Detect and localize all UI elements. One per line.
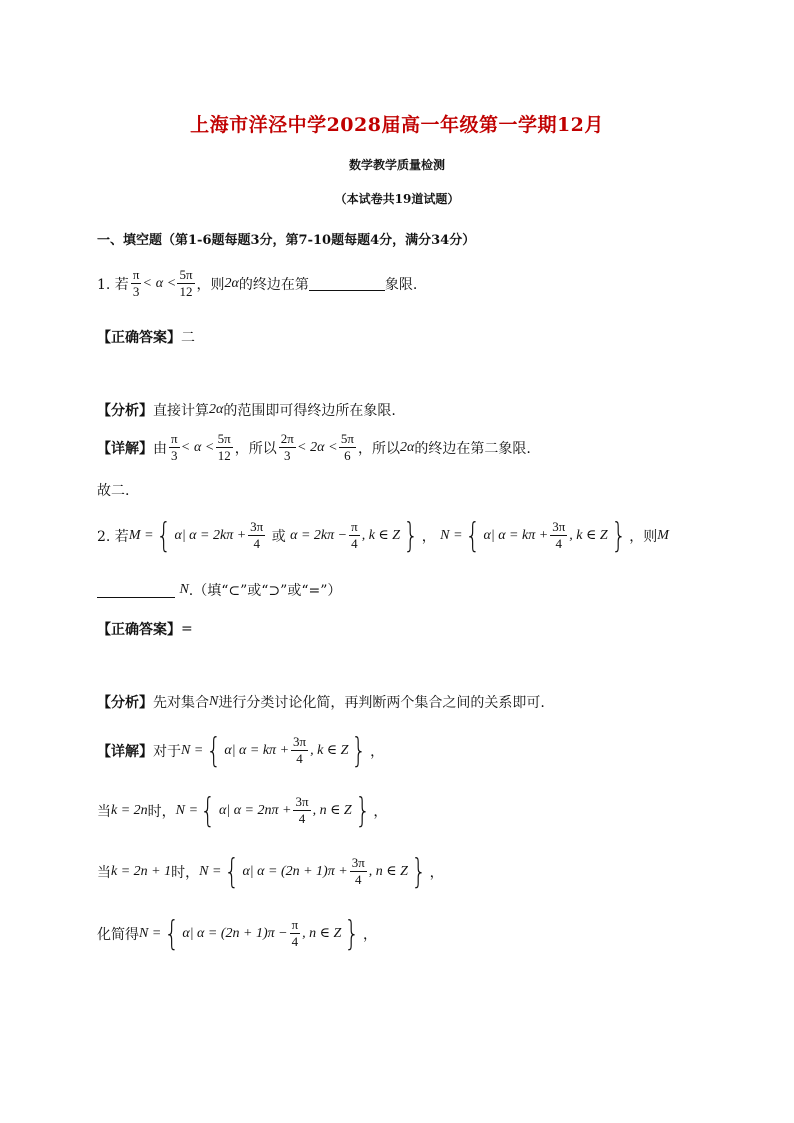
q1-conclusion: 故二. bbox=[97, 483, 130, 499]
question-count-note: （本试卷共19道试题） bbox=[334, 192, 460, 206]
q2-fill-line: N .（填“⊂”或“⊃”或“=”） bbox=[97, 580, 341, 600]
q2-analysis: 【分析】 先对集合 N 进行分类讨论化简，再判断两个集合之间的关系即可. bbox=[97, 694, 545, 711]
answer-blank bbox=[97, 583, 175, 598]
q2-simplified: 化简得 N = { α| α = (2n + 1)π − $\frac{\pi}{4}$ , n ∈ Z } ， bbox=[97, 913, 377, 954]
page-subtitle: 数学教学质量检测 bbox=[348, 158, 445, 172]
q2-detail: 【详解】 对于 N = { α| α = kπ + $\frac{3\pi}{4}$ , k ∈ Z } ， bbox=[97, 730, 385, 771]
question-2: 2. 若 M = { α| α = 2kπ + $\frac{3\pi}{4}$ 或 α = 2kπ − $\frac{\pi}{4}$ , k ∈ Z } ， N = { α| α = kπ + $\frac{3\pi}{4}$ , k ∈ Z } ，则 M bbox=[97, 515, 669, 556]
question-1: 1. 若 $\frac{\pi}{3}$ < α < $\frac{5\pi}{12}$ ，则 2α 的终边在第 象限. bbox=[97, 267, 418, 299]
page-title: 上海市洋泾中学2028届高一年级第一学期12月 bbox=[190, 114, 604, 136]
q1-answer: 【正确答案】 二 bbox=[97, 330, 195, 346]
q2-case-2: 当 k = 2n + 1 时， N = { α| α = (2n + 1)π + $\frac{3\pi}{4}$ , n ∈ Z } ， bbox=[97, 851, 444, 892]
fraction: $\frac{5\pi}{12}$ bbox=[179, 267, 193, 299]
fraction: $\frac{\pi}{3}$ bbox=[132, 267, 140, 299]
q1-detail: 【详解】 由 $\frac{\pi}{3}$ < α < $\frac{5\pi}{12}$ ，所以 $\frac{2\pi}{3}$ < 2α < $\frac{5\pi}{6}$ ，所以 2α 的终边在第二象限. bbox=[97, 431, 531, 463]
q1-analysis: 【分析】 直接计算 2α 的范围即可得终边所在象限. bbox=[97, 402, 396, 419]
q2-case-1: 当 k = 2n 时， N = { α| α = 2nπ + $\frac{3\pi}{4}$ , n ∈ Z } ， bbox=[97, 790, 388, 831]
section-heading: 一、填空题（第1-6题每题3分，第7-10题每题4分，满分34分） bbox=[97, 233, 476, 248]
q2-answer: 【正确答案】 = bbox=[97, 621, 193, 638]
answer-blank bbox=[309, 276, 385, 291]
